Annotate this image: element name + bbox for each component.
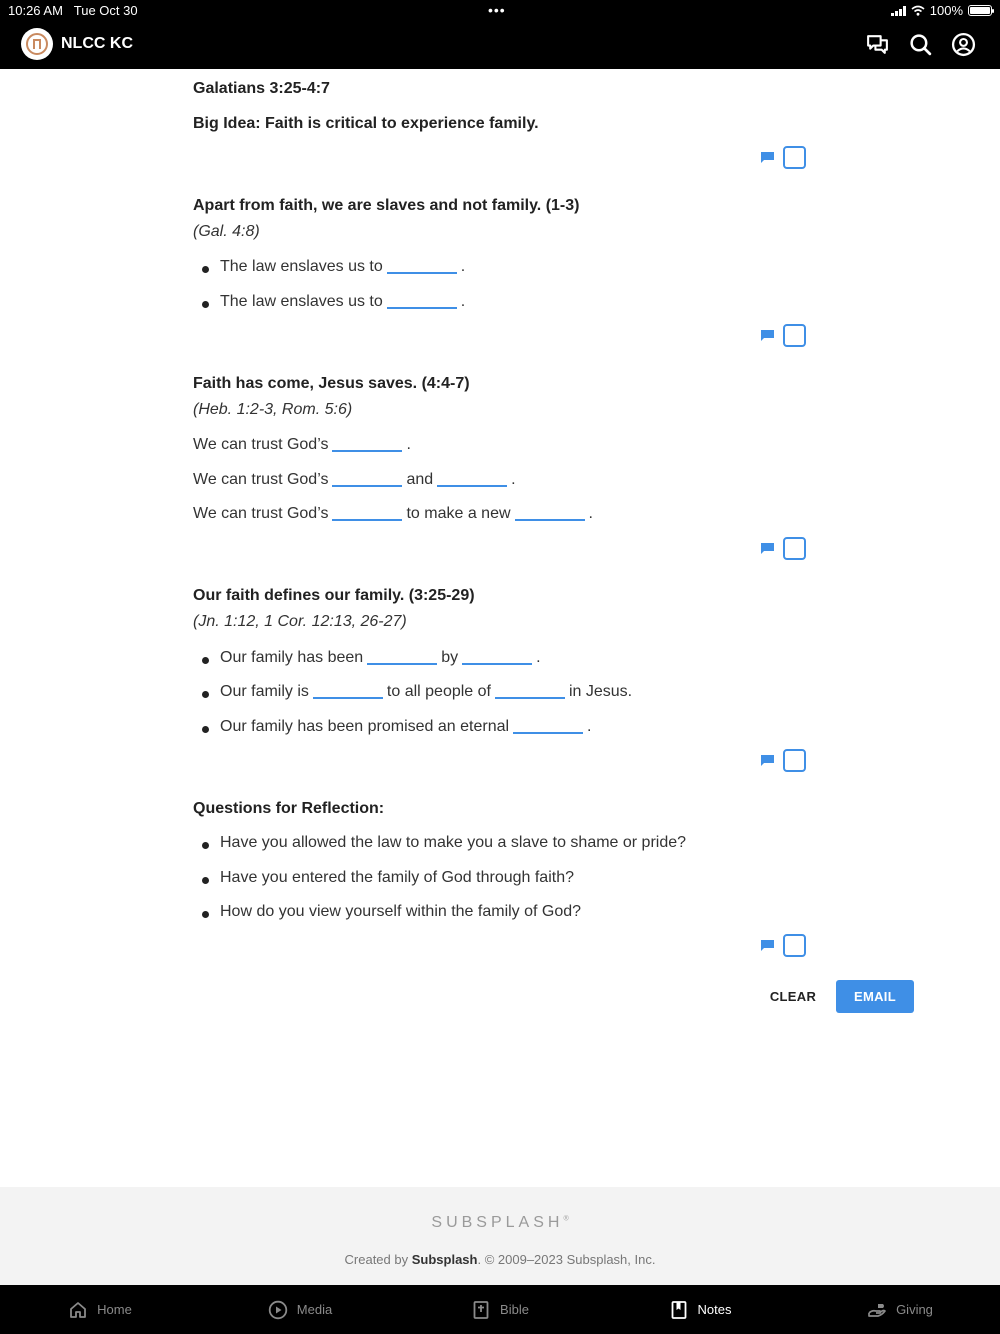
bible-icon — [471, 1300, 491, 1320]
battery-percent: 100% — [929, 3, 963, 18]
wifi-icon — [911, 5, 925, 16]
fill-in-line: We can trust God’s to make a new . — [193, 505, 593, 522]
search-icon[interactable] — [908, 32, 933, 57]
notes-actions — [753, 980, 914, 1013]
app-header — [0, 22, 1000, 69]
app-title: NLCC KC — [61, 35, 133, 52]
section-heading: Our faith defines our family. (3:25-29) — [193, 587, 475, 604]
account-icon[interactable] — [951, 32, 976, 57]
notes-title: Galatians 3:25-4:7 — [193, 80, 330, 97]
list-item: Our family has been promised an eternal . — [193, 718, 592, 736]
tab-home[interactable] — [0, 1285, 200, 1334]
list-item: How do you view yourself within the family of God? — [193, 903, 581, 921]
tab-label: Media — [296, 1302, 333, 1317]
note-box — [761, 146, 806, 169]
fill-in-blank[interactable] — [387, 260, 457, 274]
home-icon — [68, 1300, 88, 1320]
list-item: The law enslaves us to . — [193, 293, 465, 311]
subsplash-logo: SUBSPLASH® — [431, 1214, 569, 1231]
tab-giving[interactable] — [800, 1285, 1000, 1334]
fill-in-line: We can trust God’s and . — [193, 471, 516, 488]
note-flag-icon[interactable] — [761, 940, 774, 951]
status-time: 10:26 AM Tue Oct 30 — [8, 3, 138, 18]
list-item: Have you entered the family of God through faith? — [193, 869, 574, 887]
status-bar — [0, 0, 1000, 22]
cellular-signal-icon — [891, 6, 906, 16]
scripture-reference: (Heb. 1:2-3, Rom. 5:6) — [193, 401, 353, 418]
fill-in-blank[interactable] — [332, 473, 402, 487]
fill-in-blank[interactable] — [437, 473, 507, 487]
fill-in-blank[interactable] — [495, 685, 565, 699]
list-item: Have you allowed the law to make you a slave to shame or pride? — [193, 834, 686, 852]
tab-label: Home — [97, 1302, 132, 1317]
fill-in-blank[interactable] — [515, 507, 585, 521]
tab-label: Giving — [896, 1302, 933, 1317]
list-item: Our family has been by . — [193, 649, 541, 667]
tab-bar — [0, 1285, 1000, 1334]
note-flag-icon[interactable] — [761, 330, 774, 341]
list-item: Our family is to all people of in Jesus. — [193, 683, 632, 701]
status-right — [891, 3, 992, 18]
fill-in-blank[interactable] — [332, 438, 402, 452]
note-box — [761, 324, 806, 347]
fill-in-blank[interactable] — [367, 651, 437, 665]
note-checkbox[interactable] — [783, 537, 806, 560]
note-box — [761, 934, 806, 957]
tab-label: Notes — [697, 1302, 732, 1317]
note-flag-icon[interactable] — [761, 543, 774, 554]
note-flag-icon[interactable] — [761, 152, 774, 163]
notes-icon — [669, 1300, 689, 1320]
scripture-reference: (Jn. 1:12, 1 Cor. 12:13, 26-27) — [193, 613, 407, 630]
giving-icon — [867, 1300, 887, 1320]
battery-icon — [968, 5, 992, 16]
play-icon — [268, 1300, 288, 1320]
section-heading: Apart from faith, we are slaves and not family. (1-3) — [193, 197, 580, 214]
note-box — [761, 749, 806, 772]
subsplash-link[interactable]: Subsplash — [411, 1252, 478, 1267]
list-item: The law enslaves us to . — [193, 258, 465, 276]
big-idea: Big Idea: Faith is critical to experience family. — [193, 115, 539, 132]
tab-notes[interactable] — [600, 1285, 800, 1334]
note-checkbox[interactable] — [783, 324, 806, 347]
note-checkbox[interactable] — [783, 146, 806, 169]
fill-in-blank[interactable] — [313, 685, 383, 699]
tab-media[interactable] — [200, 1285, 400, 1334]
fill-in-line: We can trust God’s . — [193, 436, 411, 453]
chat-icon[interactable] — [865, 32, 890, 57]
fill-in-blank[interactable] — [462, 651, 532, 665]
clear-button[interactable]: CLEAR — [753, 980, 833, 1013]
note-checkbox[interactable] — [783, 934, 806, 957]
email-button[interactable]: EMAIL — [836, 980, 914, 1013]
multitasking-dots-icon[interactable]: ••• — [488, 2, 506, 18]
footer — [0, 1187, 1000, 1285]
footer-credit: Created by Subsplash. © 2009–2023 Subsplash, Inc. — [344, 1252, 656, 1267]
scripture-reference: (Gal. 4:8) — [193, 223, 260, 240]
note-flag-icon[interactable] — [761, 755, 774, 766]
fill-in-blank[interactable] — [332, 507, 402, 521]
section-heading: Faith has come, Jesus saves. (4:4-7) — [193, 375, 470, 392]
note-box — [761, 537, 806, 560]
tab-label: Bible — [500, 1302, 529, 1317]
church-logo-icon[interactable] — [21, 28, 53, 60]
section-heading: Questions for Reflection: — [193, 800, 385, 817]
fill-in-blank[interactable] — [513, 720, 583, 734]
tab-bible[interactable] — [400, 1285, 600, 1334]
fill-in-blank[interactable] — [387, 295, 457, 309]
note-checkbox[interactable] — [783, 749, 806, 772]
